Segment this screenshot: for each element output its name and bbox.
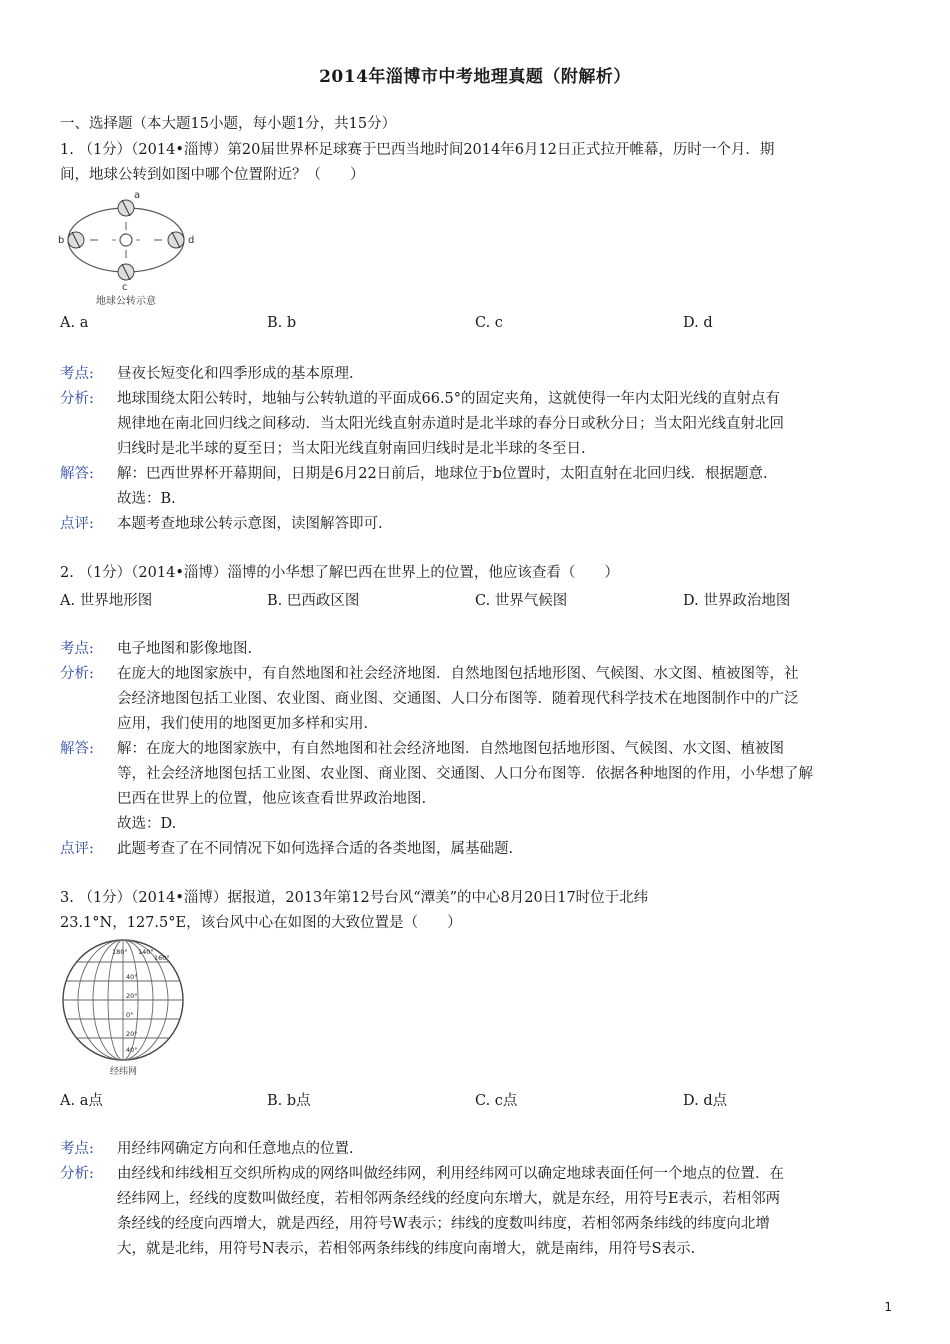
- q1-jieda-line: 故选：B.: [117, 491, 176, 507]
- q3-option-c[interactable]: C. c点: [475, 1093, 518, 1109]
- q2-options: [60, 589, 900, 609]
- q2-fenxi-line: 应用，我们使用的地图更加多样和实用.: [117, 716, 369, 732]
- label-b: b: [58, 235, 65, 246]
- lon-label: 140°: [138, 948, 154, 956]
- label-a: a: [134, 190, 141, 201]
- page-number: 1: [884, 1300, 892, 1314]
- q2-stem: 2. （1分）（2014•淄博）淄博的小华想了解巴西在世界上的位置，他应该查看（ ）: [60, 565, 619, 581]
- kaodian-label: 考点:: [60, 366, 94, 382]
- q1-fenxi-line: 规律地在南北回归线之间移动．当太阳光线直射赤道时是北半球的春分日或秋分日；当太阳光线直射北回: [117, 416, 784, 432]
- q2-jieda-line: 故选：D.: [117, 816, 177, 832]
- dianping-label: 点评:: [60, 516, 94, 532]
- graticule-diagram: [58, 938, 198, 1078]
- q2-option-d[interactable]: D. 世界政治地图: [683, 593, 791, 609]
- q2-kaodian-text: 电子地图和影像地图.: [117, 641, 253, 657]
- q3-options: [60, 1089, 900, 1109]
- q1-options: [60, 315, 900, 335]
- q3-fenxi-line: 大，就是北纬，用符号N表示，若相邻两条纬线的纬度向南增大，就是南纬，用符号S表示.: [117, 1241, 696, 1257]
- lat-label: 40°: [126, 1046, 138, 1054]
- fenxi-label: 分析:: [60, 1166, 94, 1182]
- lon-label: 180°: [112, 948, 128, 956]
- lon-label: 160°: [154, 954, 170, 962]
- lat-label: 20°: [126, 1030, 138, 1038]
- page-title: 2014年淄博市中考地理真题（附解析）: [319, 67, 631, 87]
- q3-fenxi-line: 经纬网上，经线的度数叫做经度，若相邻两条经线的经度向东增大，就是东经，用符号E表示，若相邻两: [117, 1191, 781, 1207]
- sun-icon: [120, 234, 132, 246]
- q3-fenxi-line: 由经线和纬线相互交织所构成的网络叫做经纬网，利用经纬网可以确定地球表面任何一个地点的位置．在: [117, 1166, 784, 1182]
- lat-label: 0°: [126, 1011, 134, 1019]
- q1-option-c[interactable]: C. c: [475, 315, 503, 331]
- q3-stem-line2: 23.1°N，127.5°E，该台风中心在如图的大致位置是（ ）: [60, 915, 462, 931]
- q1-stem-line2: 间，地球公转到如图中哪个位置附近？（ ）: [60, 167, 365, 183]
- lat-label: 20°: [126, 992, 138, 1000]
- q3-fenxi-line: 条经线的经度向西增大，就是西经，用符号W表示；纬线的度数叫纬度，若相邻两条纬线的纬度向北增: [117, 1216, 770, 1232]
- q1-option-b[interactable]: B. b: [267, 315, 297, 331]
- q1-option-d[interactable]: D. d: [683, 315, 713, 331]
- q1-jieda-line: 解：巴西世界杯开幕期间，日期是6月22日前后，地球位于b位置时，太阳直射在北回归线．根据题意.: [117, 466, 768, 482]
- q3-option-d[interactable]: D. d点: [683, 1093, 728, 1109]
- q1-dianping-text: 本题考查地球公转示意图，读图解答即可.: [117, 516, 383, 532]
- label-d: d: [188, 235, 195, 246]
- q2-fenxi-line: 在庞大的地图家族中，有自然地图和社会经济地图．自然地图包括地形图、气候图、水文图、植被图等，社: [117, 666, 799, 682]
- q2-fenxi-line: 会经济地图包括工业图、农业图、商业图、交通图、人口分布图等．随着现代科学技术在地图制作中的广泛: [117, 691, 799, 707]
- q1-kaodian-text: 昼夜长短变化和四季形成的基本原理.: [117, 366, 354, 382]
- sun-rays: [112, 226, 140, 254]
- q3-option-b[interactable]: B. b点: [267, 1093, 311, 1109]
- q2-option-c[interactable]: C. 世界气候图: [475, 593, 568, 609]
- lat-label: 40°: [126, 973, 138, 981]
- q1-stem-line1: 1. （1分）（2014•淄博）第20届世界杯足球赛于巴西当地时间2014年6月12日正式拉开帷幕，历时一个月．期: [60, 142, 775, 158]
- fenxi-label: 分析:: [60, 391, 94, 407]
- section-header: 一、选择题（本大题15小题，每小题1分，共15分）: [60, 116, 397, 132]
- q2-jieda-line: 等，社会经济地图包括工业图、农业图、商业图、交通图、人口分布图等．依据各种地图的作用，小华想了解: [117, 766, 813, 782]
- q2-dianping-text: 此题考查了在不同情况下如何选择合适的各类地图，属基础题.: [117, 841, 514, 857]
- label-c: c: [122, 282, 128, 293]
- q3-option-a[interactable]: A. a点: [60, 1093, 103, 1109]
- q2-jieda-line: 巴西在世界上的位置，他应该查看世界政治地图.: [117, 791, 427, 807]
- q3-stem-line1: 3. （1分）（2014•淄博）据报道，2013年第12号台风“潭美”的中心8月20日17时位于北纬: [60, 890, 649, 906]
- q3-kaodian-text: 用经纬网确定方向和任意地点的位置.: [117, 1141, 354, 1157]
- q2-option-a[interactable]: A. 世界地形图: [60, 593, 153, 609]
- jieda-label: 解答:: [60, 466, 94, 482]
- kaodian-label: 考点:: [60, 1141, 94, 1157]
- q2-jieda-line: 解：在庞大的地图家族中，有自然地图和社会经济地图．自然地图包括地形图、气候图、水文图、植被图: [117, 741, 784, 757]
- figure-caption: 经纬网: [110, 1067, 138, 1077]
- kaodian-label: 考点:: [60, 641, 94, 657]
- jieda-label: 解答:: [60, 741, 94, 757]
- q1-option-a[interactable]: A. a: [60, 315, 89, 331]
- dianping-label: 点评:: [60, 841, 94, 857]
- figure-caption: 地球公转示意: [96, 296, 156, 307]
- q2-option-b[interactable]: B. 巴西政区图: [267, 593, 360, 609]
- orbit-arrows: [90, 222, 162, 258]
- q1-fenxi-line: 地球围绕太阳公转时，地轴与公转轨道的平面成66.5°的固定夹角，这就使得一年内太阳光线的直射点有: [117, 391, 781, 407]
- q1-fenxi-line: 归线时是北半球的夏至日；当太阳光线直射南回归线时是北半球的冬至日.: [117, 441, 586, 457]
- earth-revolution-diagram: [56, 190, 196, 310]
- orbit-ellipse: [68, 208, 184, 272]
- fenxi-label: 分析:: [60, 666, 94, 682]
